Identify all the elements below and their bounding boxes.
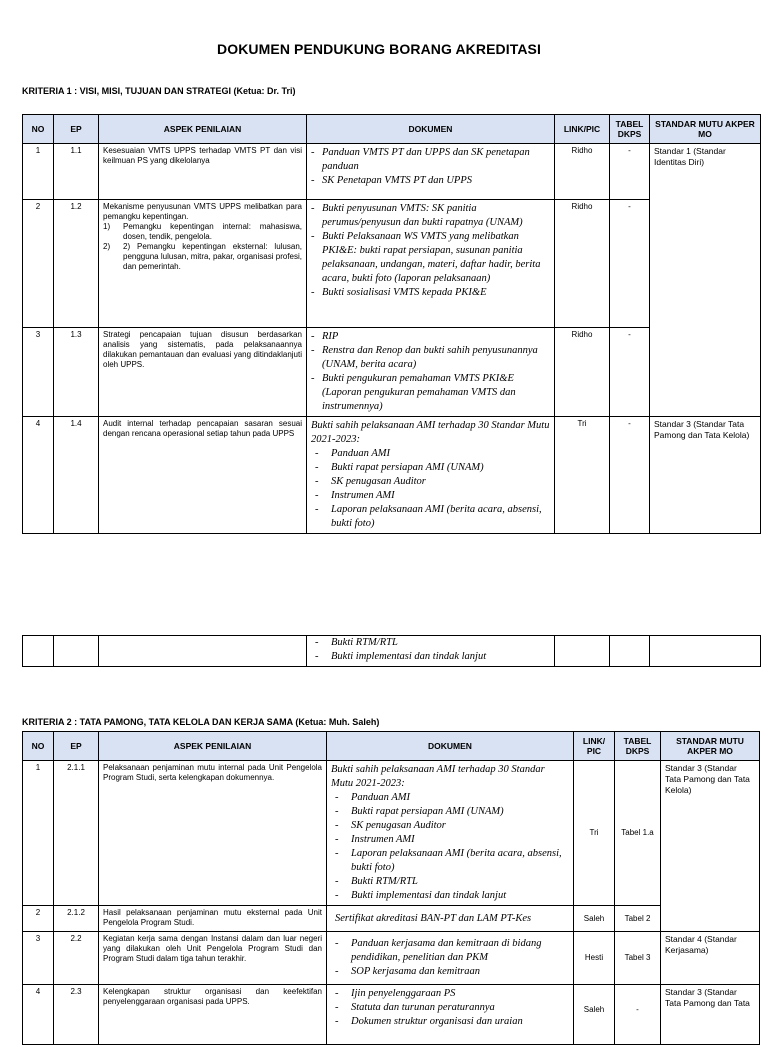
cell-dokumen	[307, 636, 555, 667]
table-row	[23, 636, 761, 667]
doc-item: - SK Penetapan VMTS PT dan UPPS	[311, 174, 550, 188]
cell-ep: 1.2	[54, 200, 99, 328]
aspek-list-item: 2) 2) Pemangku kepentingan eksternal: lulusan, pengguna lulusan, mitra, pakar, organisasi profesi, dan pemerintah.	[103, 242, 302, 271]
cell-tabel: -	[610, 144, 650, 200]
cell-aspek: Kegiatan kerja sama dengan Instansi dalam dan luar negeri yang dilakukan oleh Unit Pengelola Program Studi dan Program Studi dalam tiga tahun terakhir.	[99, 932, 327, 985]
table-row	[23, 417, 761, 534]
doc-item: - SK penugasan Auditor	[331, 819, 569, 833]
cell-no: 4	[23, 417, 54, 534]
cell-pic: Ridho	[555, 328, 610, 417]
cell-ep: 2.3	[54, 985, 99, 1045]
cell-no: 1	[23, 144, 54, 200]
doc-item: - Bukti penyusunan VMTS: SK panitia perumus/penyusun dan bukti rapatnya (UNAM)	[311, 202, 550, 230]
col-header-dokumen: DOKUMEN	[307, 115, 555, 144]
table-row	[23, 932, 760, 985]
cell-dokumen	[327, 985, 574, 1045]
cell-standar: Standar 1 (Standar Identitas Diri)	[650, 144, 761, 417]
col-header-tabel-dkps: TABEL DKPS	[610, 115, 650, 144]
doc-intro: Bukti sahih pelaksanaan AMI terhadap 30 Standar Mutu 2021-2023:	[311, 420, 550, 445]
doc-item: - Instrumen AMI	[331, 833, 569, 847]
kriteria-2-heading: KRITERIA 2 : TATA PAMONG, TATA KELOLA DAN KERJA SAMA (Ketua: Muh. Saleh)	[22, 717, 380, 727]
cell-tabel: Tabel 3	[615, 932, 661, 985]
doc-item: - SOP kerjasama dan kemitraan	[331, 965, 569, 979]
doc-item: - SK penugasan Auditor	[311, 475, 550, 489]
cell-aspek	[99, 200, 307, 328]
cell-tabel: Tabel 2	[615, 906, 661, 932]
cell-no: 3	[23, 932, 54, 985]
cell-aspek: Hasil pelaksanaan penjaminan mutu eksternal pada Unit Pengelola Program Studi.	[99, 906, 327, 932]
cell-standar: Standar 4 (Standar Kerjasama)	[661, 932, 760, 985]
doc-item: - Laporan pelaksanaan AMI (berita acara, absensi, bukti foto)	[311, 503, 550, 531]
table-header-row	[23, 115, 761, 144]
col-header-standar-mutu: STANDAR MUTU AKPER MO	[650, 115, 761, 144]
doc-item: - Renstra dan Renop dan bukti sahih penyusunannya (UNAM, berita acara)	[311, 344, 550, 372]
kriteria-1-table	[22, 114, 761, 534]
col-header-no: NO	[23, 115, 54, 144]
doc-item: - Bukti RTM/RTL	[331, 875, 569, 889]
doc-intro: Bukti sahih pelaksanaan AMI terhadap 30 Standar Mutu 2021-2023:	[331, 764, 545, 789]
cell-tabel: -	[610, 200, 650, 328]
col-header-link-pic: LINK/PIC	[555, 115, 610, 144]
doc-item: - Statuta dan turunan peraturannya	[331, 1001, 569, 1015]
doc-item: - Bukti rapat persiapan AMI (UNAM)	[331, 805, 569, 819]
col-header-ep: EP	[54, 115, 99, 144]
cell-aspek: Pelaksanaan penjaminan mutu internal pada Unit Pengelola Program Studi, serta kelengkapan dokumennya.	[99, 761, 327, 906]
cell-ep: 2.1.1	[54, 761, 99, 906]
doc-item: - Panduan AMI	[331, 791, 569, 805]
doc-item: - Dokumen struktur organisasi dan uraian	[331, 1015, 569, 1029]
aspek-text: Mekanisme penyusunan VMTS UPPS melibatkan para pemangku kepentingan.	[103, 202, 302, 221]
cell-pic: Tri	[574, 761, 615, 906]
kriteria-2-table	[22, 731, 760, 1045]
doc-item: - RIP	[311, 330, 550, 344]
col-header-tabel-dkps: TABEL DKPS	[615, 732, 661, 761]
cell-standar: Standar 3 (Standar Tata Pamong dan Tata	[661, 985, 760, 1045]
cell-ep: 1.4	[54, 417, 99, 534]
cell-no: 2	[23, 906, 54, 932]
cell-aspek: Audit internal terhadap pencapaian sasaran sesuai dengan rencana operasional setiap tahun pada UPPS	[99, 417, 307, 534]
cell-pic: Saleh	[574, 985, 615, 1045]
doc-item: - Bukti implementasi dan tindak lanjut	[311, 650, 550, 664]
aspek-list-item: 1) Pemangku kepentingan internal: mahasiswa, dosen, tendik, pengelola.	[103, 222, 302, 241]
cell-no: 4	[23, 985, 54, 1045]
cell-dokumen	[307, 417, 555, 534]
table-row	[23, 144, 761, 200]
table-row	[23, 985, 760, 1045]
cell-standar: Standar 3 (Standar Tata Pamong dan Tata Kelola)	[661, 761, 760, 932]
cell-tabel: Tabel 1.a	[615, 761, 661, 906]
cell-aspek: Kesesuaian VMTS UPPS terhadap VMTS PT dan visi keilmuan PS yang dikelolanya	[99, 144, 307, 200]
cell-ep: 1.1	[54, 144, 99, 200]
cell-ep: 2.2	[54, 932, 99, 985]
col-header-no: NO	[23, 732, 54, 761]
cell-dokumen	[327, 761, 574, 906]
kriteria-1-heading: KRITERIA 1 : VISI, MISI, TUJUAN DAN STRATEGI (Ketua: Dr. Tri)	[22, 86, 296, 96]
doc-item: - Panduan VMTS PT dan UPPS dan SK penetapan panduan	[311, 146, 550, 174]
cell-aspek: Strategi pencapaian tujuan disusun berdasarkan analisis yang sistematis, pada pelaksanaannya dilakukan pemantauan dan evaluasi yang ditindaklanjuti oleh UPPS.	[99, 328, 307, 417]
col-header-aspek: ASPEK PENILAIAN	[99, 115, 307, 144]
col-header-link-pic: LINK/ PIC	[574, 732, 615, 761]
cell-ep: 2.1.2	[54, 906, 99, 932]
cell-tabel: -	[610, 328, 650, 417]
doc-item: - Bukti RTM/RTL	[311, 636, 550, 650]
cell-no: 2	[23, 200, 54, 328]
cell-no: 1	[23, 761, 54, 906]
cell-pic: Tri	[555, 417, 610, 534]
doc-item: - Bukti sosialisasi VMTS kepada PKI&E	[311, 286, 550, 300]
cell-tabel: -	[615, 985, 661, 1045]
doc-item: - Instrumen AMI	[311, 489, 550, 503]
doc-item: - Panduan kerjasama dan kemitraan di bidang pendidikan, penelitian dan PKM	[331, 937, 569, 965]
doc-item: - Bukti pengukuran pemahaman VMTS PKI&E (Laporan pengukuran pemahaman VMTS dan instrumennya)	[311, 372, 550, 414]
cell-pic: Hesti	[574, 932, 615, 985]
cell-tabel: -	[610, 417, 650, 534]
cell-no: 3	[23, 328, 54, 417]
doc-item: - Bukti implementasi dan tindak lanjut	[331, 889, 569, 903]
doc-item: - Panduan AMI	[311, 447, 550, 461]
table-row	[23, 906, 760, 932]
cell-pic: Ridho	[555, 200, 610, 328]
cell-ep: 1.3	[54, 328, 99, 417]
col-header-dokumen: DOKUMEN	[327, 732, 574, 761]
cell-aspek: Kelengkapan struktur organisasi dan keefektifan penyelenggaraan organisasi pada UPPS.	[99, 985, 327, 1045]
cell-dokumen	[307, 200, 555, 328]
doc-item: - Laporan pelaksanaan AMI (berita acara, absensi, bukti foto)	[331, 847, 569, 875]
cell-pic: Saleh	[574, 906, 615, 932]
col-header-ep: EP	[54, 732, 99, 761]
cell-dokumen	[327, 932, 574, 985]
col-header-aspek: ASPEK PENILAIAN	[99, 732, 327, 761]
cell-dokumen	[307, 144, 555, 200]
cell-standar: Standar 3 (Standar Tata Pamong dan Tata Kelola)	[650, 417, 761, 534]
table-header-row	[23, 732, 760, 761]
cell-dokumen	[307, 328, 555, 417]
cell-pic: Ridho	[555, 144, 610, 200]
doc-item: - Ijin penyelenggaraan PS	[331, 987, 569, 1001]
doc-item: - Bukti Pelaksanaan WS VMTS yang melibatkan PKI&E: bukti rapat persiapan, susunan panitia pelaksanaan, undangan, materi, daftar hadir, berita acara, bukti foto (laporan pelaksanaan)	[311, 230, 550, 286]
col-header-standar-mutu: STANDAR MUTU AKPER MO	[661, 732, 760, 761]
doc-item: Sertifikat akreditasi BAN-PT dan LAM PT-Kes	[335, 912, 532, 924]
doc-item: - Bukti rapat persiapan AMI (UNAM)	[311, 461, 550, 475]
table-row	[23, 761, 760, 906]
cell-dokumen	[327, 906, 574, 932]
page-title: DOKUMEN PENDUKUNG BORANG AKREDITASI	[217, 41, 541, 57]
kriteria-1-continuation-table	[22, 635, 761, 667]
